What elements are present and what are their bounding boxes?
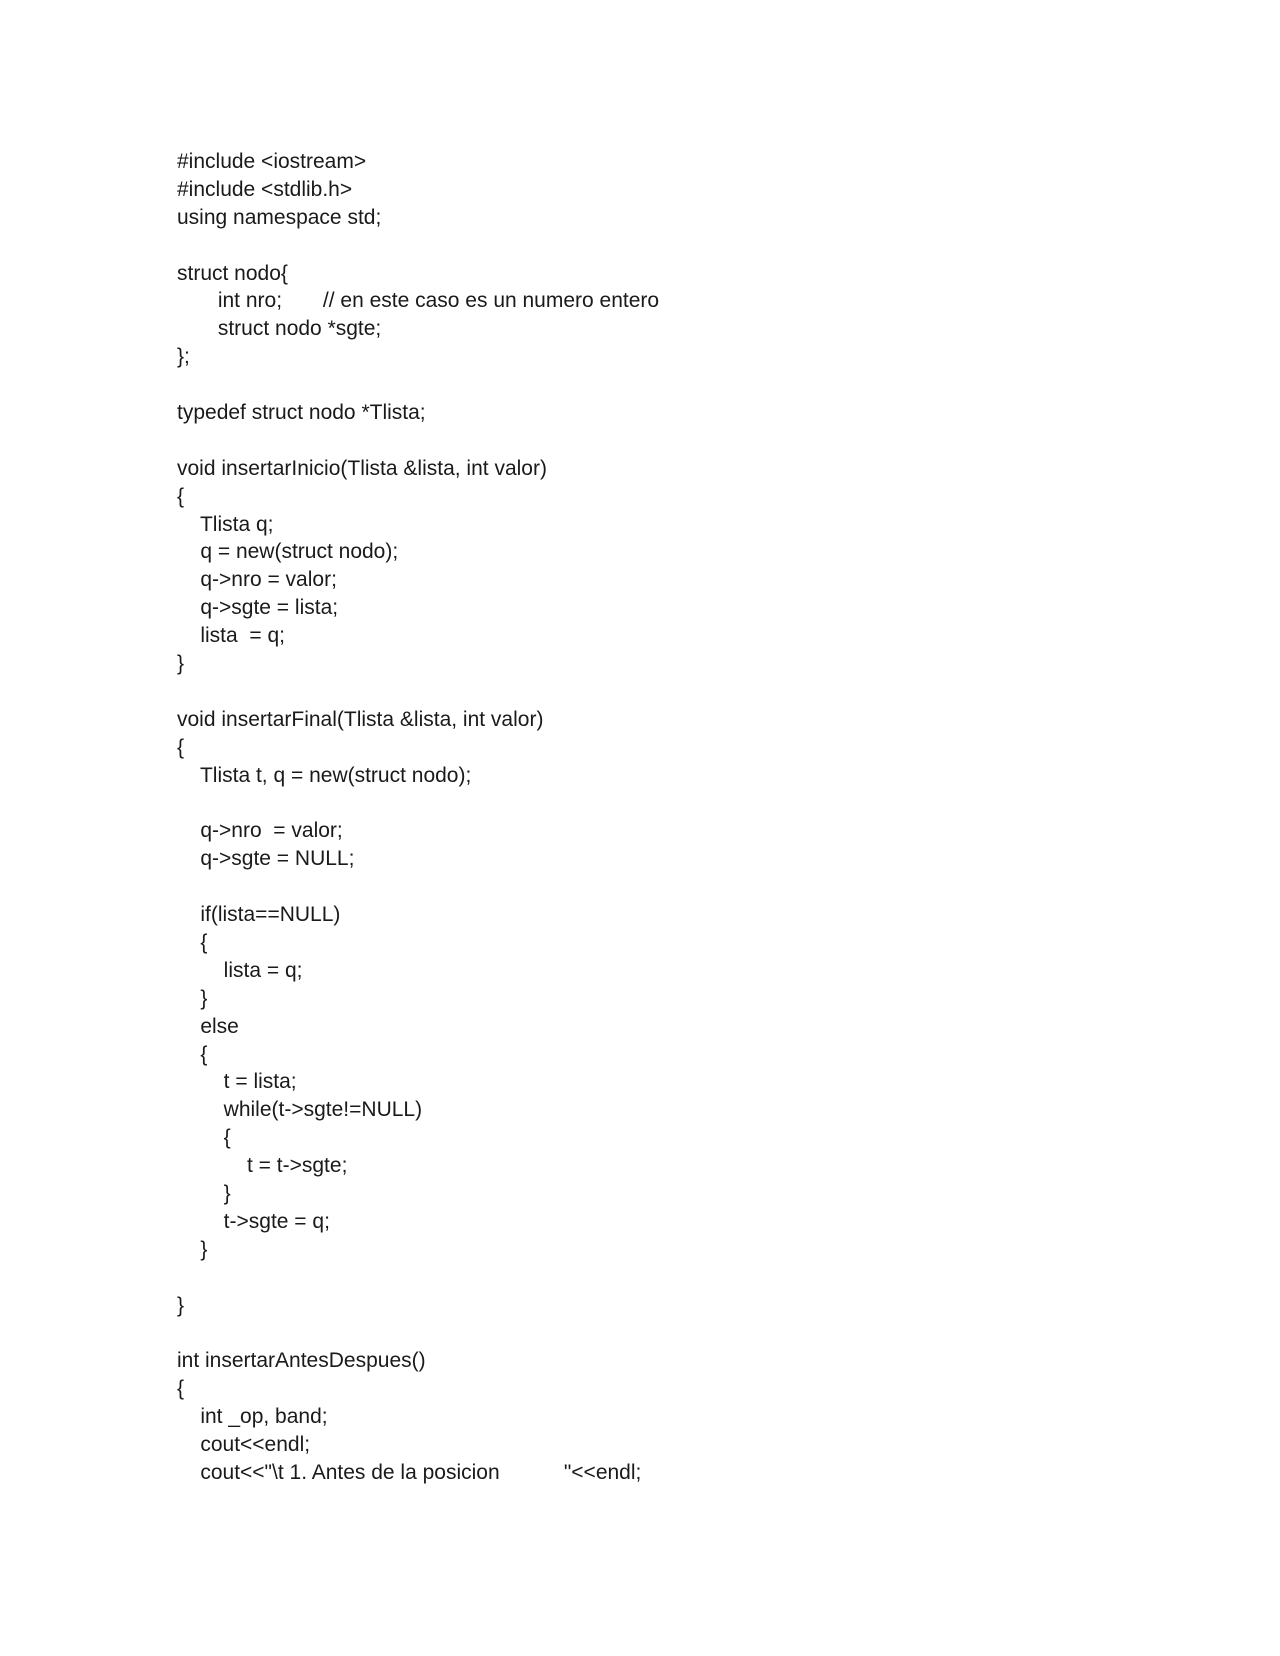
code-line: #include <iostream>	[177, 150, 367, 173]
code-line: };	[177, 345, 190, 369]
code-line	[177, 678, 1177, 706]
code-line: struct nodo *sgte;	[177, 317, 382, 341]
code-line: cout<<"\t 1. Antes de la posicion "<<endl;	[177, 1460, 642, 1484]
code-line	[177, 371, 1177, 399]
code-line: t->sgte = q;	[177, 1209, 330, 1233]
code-line: t = lista;	[177, 1070, 297, 1094]
code-line: struct nodo{	[177, 261, 288, 285]
code-line: {	[177, 1042, 208, 1066]
code-line	[177, 789, 1177, 817]
code-line: cout<<endl;	[177, 1432, 311, 1456]
code-line: }	[177, 1237, 208, 1261]
code-line: void insertarInicio(Tlista &lista, int valor)	[177, 456, 547, 480]
code-line	[177, 873, 1177, 901]
code-listing	[177, 148, 1177, 1487]
code-line: {	[177, 735, 185, 759]
code-line: }	[177, 1293, 185, 1317]
code-line: typedef struct nodo *Tlista;	[177, 401, 426, 425]
code-line: }	[177, 1181, 231, 1205]
code-line	[177, 427, 1177, 455]
code-line: else	[177, 1014, 239, 1038]
code-line: #include <stdlib.h>	[177, 177, 353, 201]
code-line: {	[177, 1126, 231, 1150]
code-line: }	[177, 652, 185, 676]
code-line: int _op, band;	[177, 1405, 328, 1429]
code-line: int insertarAntesDespues()	[177, 1349, 426, 1373]
code-line: t = t->sgte;	[177, 1154, 348, 1178]
code-line	[177, 232, 1177, 260]
code-line: if(lista==NULL)	[177, 903, 341, 927]
code-line: q->sgte = lista;	[177, 596, 339, 620]
code-line: }	[177, 986, 208, 1010]
code-line: Tlista q;	[177, 512, 274, 536]
code-line: {	[177, 930, 208, 954]
code-line	[177, 1319, 1177, 1347]
code-line: {	[177, 484, 185, 508]
code-line: lista = q;	[177, 958, 303, 982]
code-line: Tlista t, q = new(struct nodo);	[177, 763, 472, 787]
code-line: q->nro = valor;	[177, 568, 337, 592]
code-line: q->sgte = NULL;	[177, 847, 355, 871]
code-line: using namespace std;	[177, 205, 382, 229]
code-line: while(t->sgte!=NULL)	[177, 1098, 423, 1122]
code-line: {	[177, 1377, 185, 1401]
code-line: void insertarFinal(Tlista &lista, int valor)	[177, 707, 544, 731]
code-line	[177, 1264, 1177, 1292]
code-line: q = new(struct nodo);	[177, 540, 399, 564]
code-line: int nro; // en este caso es un numero entero	[177, 289, 660, 313]
code-line: lista = q;	[177, 624, 285, 648]
code-line: q->nro = valor;	[177, 819, 343, 843]
